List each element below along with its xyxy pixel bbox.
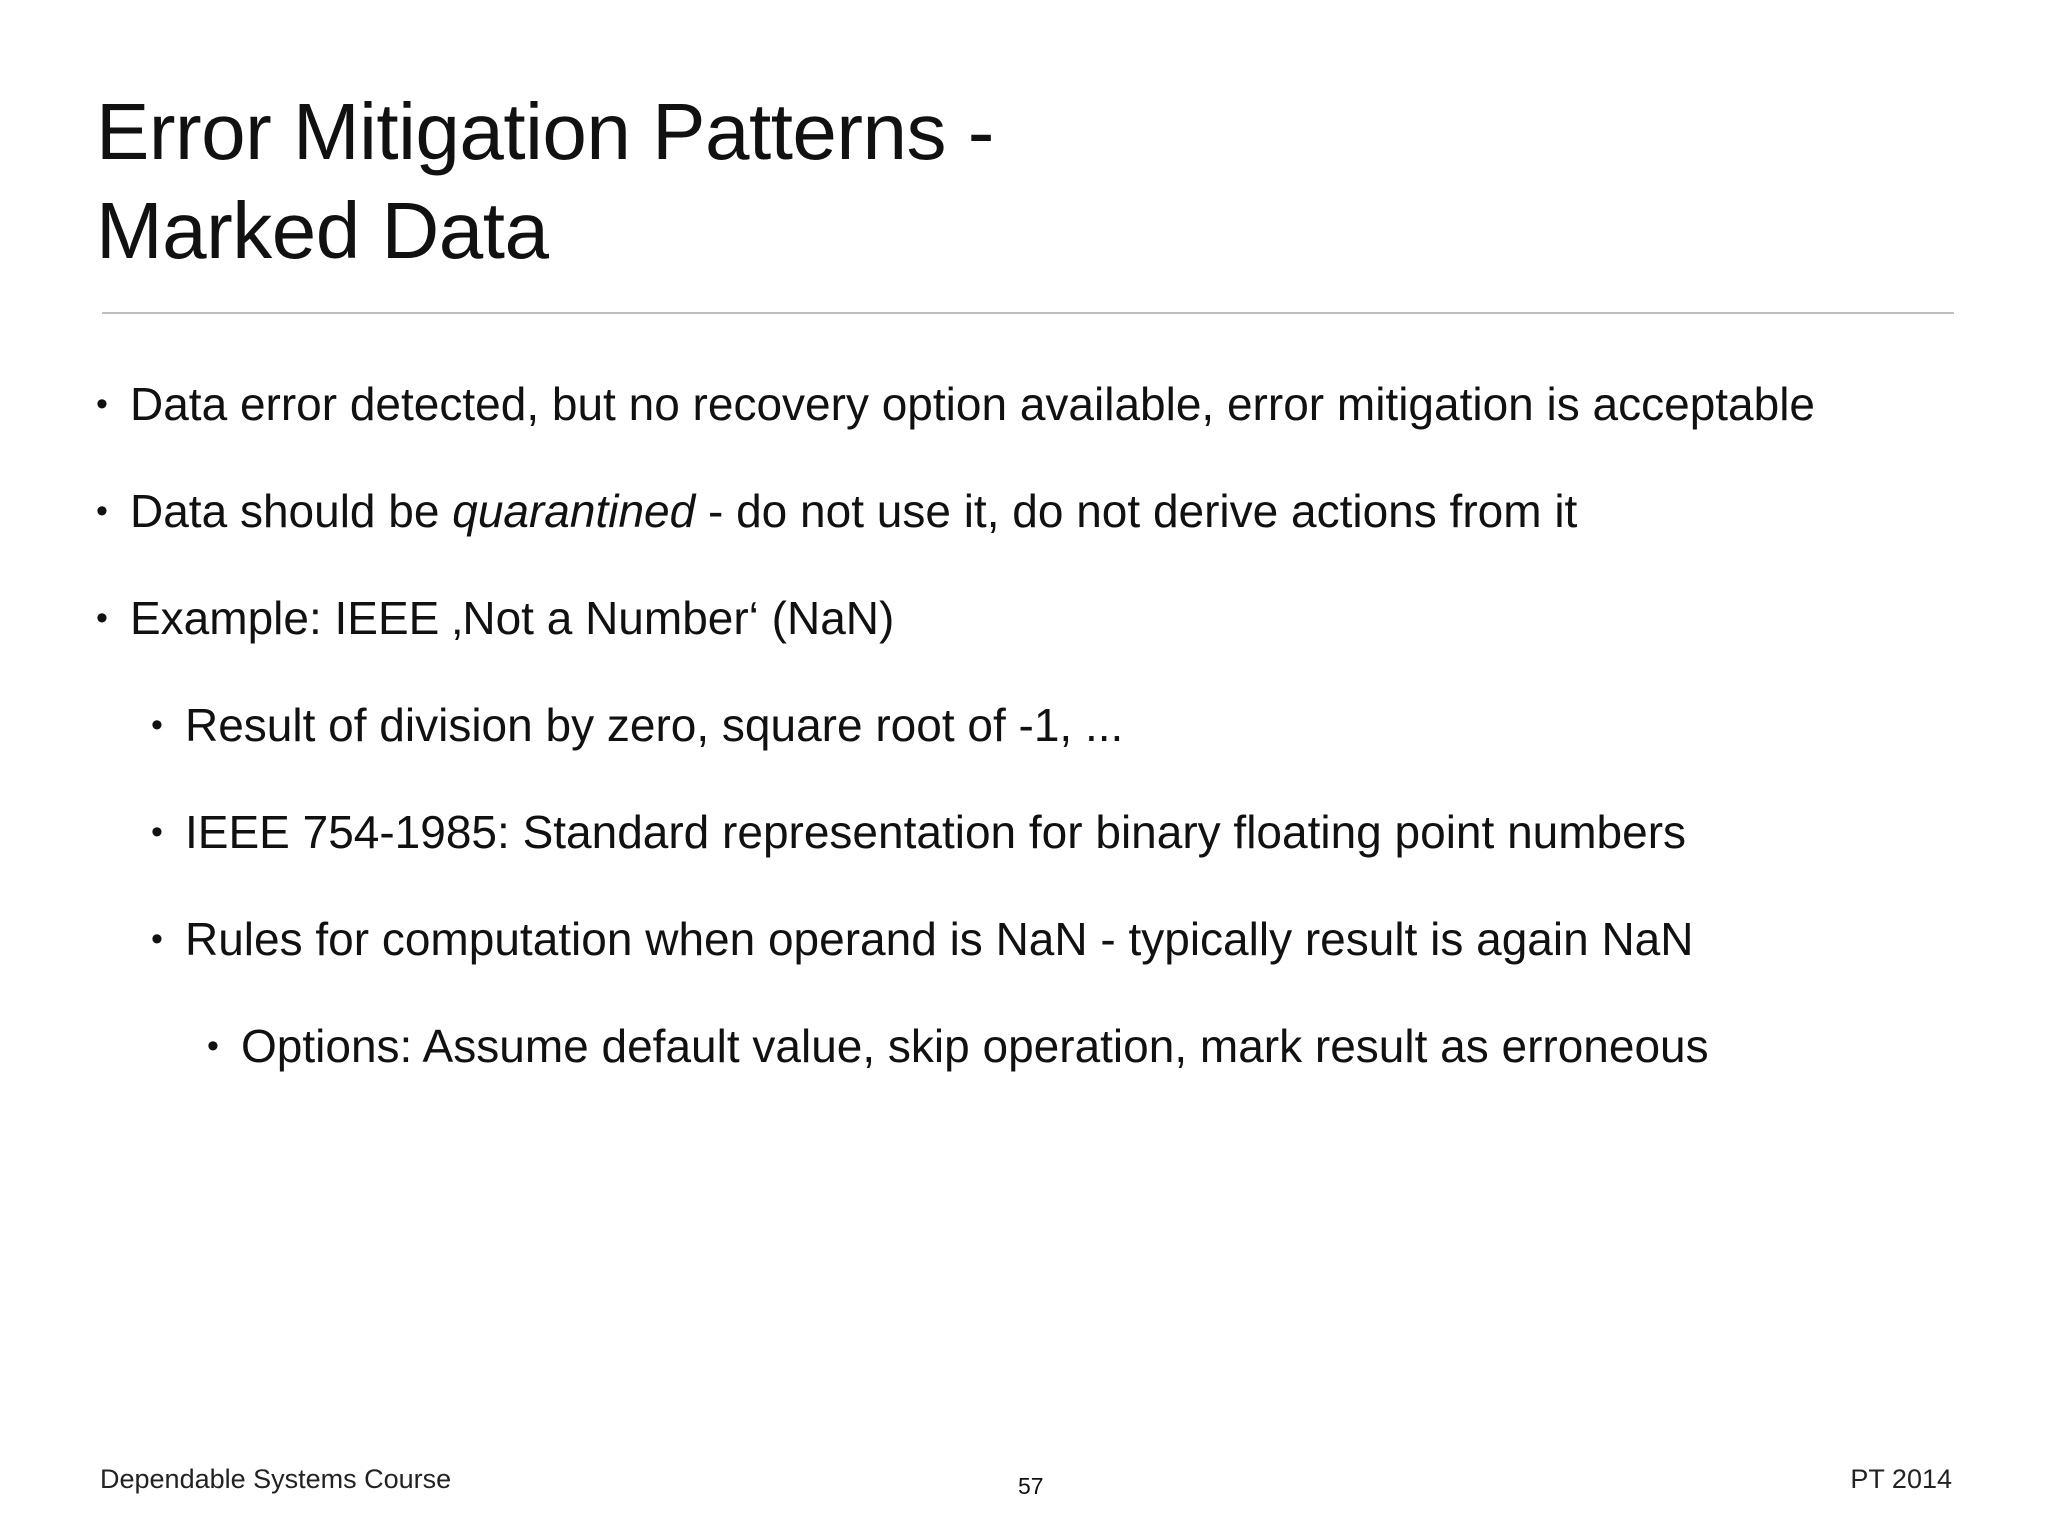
bullet-text: Example: IEEE ‚Not a Number‘ (NaN) xyxy=(130,592,895,644)
bullet-text: Options: Assume default value, skip operation, mark result as erroneous xyxy=(241,1020,1709,1072)
bullet-text: Result of division by zero, square root of -1, ... xyxy=(185,699,1124,751)
slide-title xyxy=(96,82,1696,280)
bullet-dot-icon: • xyxy=(151,920,163,958)
bullet-text xyxy=(130,483,1577,539)
bullet-text: IEEE 754-1985: Standard representation for binary floating point numbers xyxy=(185,806,1687,858)
footer-page-number: 57 xyxy=(1018,1473,1044,1499)
bullet-text-after: - do not use it, do not derive actions from it xyxy=(695,485,1578,537)
bullet-dot-icon: • xyxy=(207,1027,219,1065)
bullet-text: Rules for computation when operand is NaN - typically result is again NaN xyxy=(185,913,1694,965)
bullet-dot-icon: • xyxy=(96,599,108,637)
bullet-dot-icon: • xyxy=(151,706,163,744)
bullet-text: Data error detected, but no recovery option available, error mitigation is acceptable xyxy=(130,378,1816,430)
footer-course-name: Dependable Systems Course xyxy=(100,1464,452,1494)
bullet-dot-icon: • xyxy=(96,385,108,423)
slide-title-line-1: Error Mitigation Patterns - xyxy=(96,87,994,176)
bullet-dot-icon: • xyxy=(151,813,163,851)
footer-term: PT 2014 xyxy=(1850,1464,1952,1494)
slide-title-line-2: Marked Data xyxy=(96,186,549,275)
title-divider xyxy=(102,312,1954,314)
bullet-text-before: Data should be xyxy=(130,485,453,537)
bullet-dot-icon: • xyxy=(96,492,108,530)
bullet-text-emphasis: quarantined xyxy=(452,485,696,537)
